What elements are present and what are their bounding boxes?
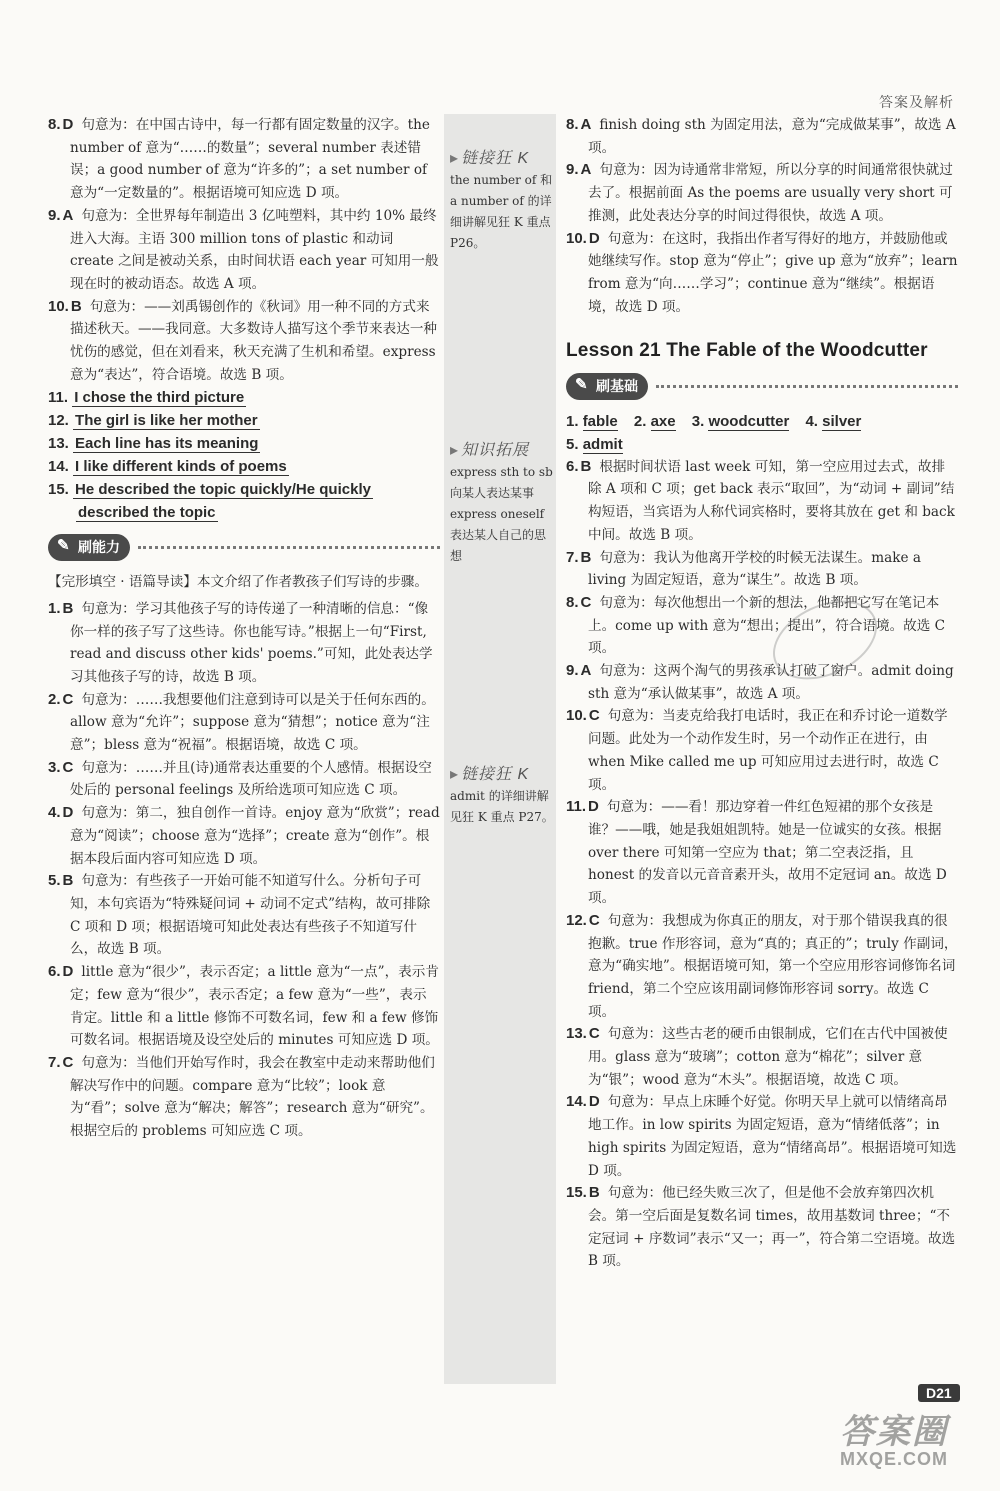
watermark-main: 答案圈 [840,1413,948,1451]
answer-letter: A [580,161,592,179]
note-title: ▸ 链接狂 K [450,764,554,786]
note-link-k-2 [450,764,554,828]
fill-answer-12: 12. The girl is like her mother [48,412,258,430]
cloze-item-3: 3. C 句意为：……并且(诗)通常表达重要的个人感情。根据设空处后的 personal feelings 及所给选项可知应选 C 项。 [48,758,432,799]
cloze-item-2: 2. C 句意为：……我想要他们注意到诗可以是关于任何东西的。allow 意为“允许”；suppose 意为“猜想”；notice 意为“注意”；bless 意为“祝福”。根据语境，故选 C 项。 [48,690,435,754]
vocab-line-1: 1. fable 2. axe 3. woodcutter 4. silver [566,412,862,430]
fill-answer-15: 15. He described the topic quickly/He quickly [48,481,371,499]
explanation: 句意为：因为诗通常非常短，所以分享的时间通常很快就过去了。根据前面 As the poems are usually very short 可推测，此处表达分享的时间过得很快，故选 A 项。 [588,162,953,224]
note-title: ▸ 知识拓展 [450,440,554,462]
cloze-item-7: 7. C 句意为：当他们开始写作时，我会在教室中走动来帮助他们解决写作中的问题。compare 意为“比较”；look 意为“看”；solve 意为“解决；解答”；research 意为“研究”。根据空后的 problems 可知应选 C 项。 [48,1053,435,1140]
section-badge: ✎ 刷能力 [48,534,130,561]
answer-letter: B [70,297,82,315]
answer-letter: D [62,116,74,133]
explanation: 句意为：第二，独自创作一首诗。enjoy 意为“欣赏”；read 意为“阅读”；choose 意为“选择”；create 意为“创作”。根据本段后面内容可知应选 D 项。 [70,805,440,867]
explanation: 句意为：我认为他离开学校的时候无法谋生。make a living 为固定短语，意为“谋生”。故选 B 项。 [588,549,921,589]
answer-item-b8: 8. C 句意为：每次他想出一个新的想法，他都把它写在笔记本上。come up with 意为“想出；提出”，符合语境。故选 C 项。 [566,593,946,657]
answer-item-b13: 13. C 句意为：这些古老的硬币由银制成，它们在古代中国被使用。glass 意为“玻璃”；cotton 意为“棉花”；silver 意为“银”；wood 意为“木头”。根据语境，故选 C 项。 [566,1025,948,1088]
explanation: 根据时间状语 last week 可知，第一空应用过去式，故排除 A 项和 C 项；get back 表示“取回”，为“动词 + 副词”结构短语，当宾语为人称代词宾格时，要将其放在 get 和 back 中间。故选 B 项。 [588,458,955,543]
answer-item-b15: 15. B 句意为：他已经失败三次了，但是他不会放弃第四次机会。第一空后面是复数名词 times，故用基数词 three；“不定冠词 + 序数词”表示“又一；再一”，符合第二空语境。故选 B 项。 [566,1184,956,1270]
note-link-k-1 [450,148,554,254]
answer-letter: B [62,872,74,890]
header-label: 答案及解析 [879,94,954,110]
notes-sidebar [444,114,556,1384]
section-basic [566,373,958,400]
explanation: 句意为：……并且(诗)通常表达重要的个人感情。根据设空处后的 personal feelings 及所给选项可知应选 C 项。 [70,759,432,799]
explanation: 句意为：每次他想出一个新的想法，他都把它写在笔记本上。come up with 意为“想出；提出”，符合语境。故选 C 项。 [588,594,946,657]
cloze-item-6: 6. D little 意为“很少”，表示否定；a little 意为“一点”，表示肯定；few 意为“很少”，表示否定；a few 意为“一些”，表示肯定。little 和 a little 修饰不可数名词，few 和 a few 修饰可数名词。根据语境及设空处后的 minutes 可知应选 D 项。 [48,963,439,1049]
answer-letter: C [588,707,600,725]
answer-item-b10: 10. C 句意为：当麦克给我打电话时，我正在和乔讨论一道数学问题。此处为一个动作发生时，另一个动作正在进行，由 when Mike called me up 可知应用过去进行时，故选 C 项。 [566,707,948,793]
answer-item-b14: 14. D 句意为：早点上床睡个好觉。你明天早上就可以情绪高昂地工作。in low spirits 为固定短语，意为“情绪低落”；in high spirits 为固定短语，意为“情绪高昂”。根据语境可知选 D 项。 [566,1093,957,1179]
fill-answer-15-cont: described the topic [78,504,216,522]
cloze-item-4: 4. D 句意为：第二，独自创作一首诗。enjoy 意为“欣赏”；read 意为“阅读”；choose 意为“选择”；create 意为“创作”。根据本段后面内容可知应选 D 项。 [48,804,440,867]
left-column [48,114,440,1143]
answer-letter: C [62,1053,74,1071]
answer-letter: D [588,1093,600,1111]
answer-item-b7: 7. B 句意为：我认为他离开学校的时候无法谋生。make a living 为固定短语，意为“谋生”。故选 B 项。 [566,548,921,589]
cloze-item-1: 1. B 句意为：学习其他孩子写的诗传递了一种清晰的信息：“像你一样的孩子写了这些诗。你也能写诗。”根据上一句“First, read and discuss other kids' poems.”可知，此处表达学习其他孩子写的诗，故选 B 项。 [48,599,433,685]
fill-answer-14: 14. I like different kinds of poems [48,458,287,476]
explanation: finish doing sth 为固定用法，意为“完成做某事”，故选 A 项。 [588,117,956,156]
watermark-sub: MXQE.COM [839,1449,948,1469]
answer-item-r9: 9. A 句意为：因为诗通常非常短，所以分享的时间通常很快就过去了。根据前面 As the poems are usually very short 可推测，此处表达分享的时间过得很快，故选 A 项。 [566,161,953,224]
answer-item-b12: 12. C 句意为：我想成为你真正的朋友，对于那个错误我真的很抱歉。true 作形容词，意为“真的；真正的”；truly 作副词，意为“确实地”。根据语境可知，第一个空应用形容词修饰名词 friend，第二个空应该用副词修饰形容词 sorry。故选 C 项。 [566,911,958,1020]
answer-letter: D [62,963,74,981]
answer-letter: B [580,548,592,566]
note-text: the number of 和 a number of 的详细讲解见狂 K 重点 P26。 [450,173,553,250]
answer-letter: B [62,599,74,617]
answer-letter: C [588,1025,600,1043]
cloze-item-5: 5. B 句意为：有些孩子一开始可能不知道写什么。分析句子可知，本句宾语为“特殊疑问词 + 动词不定式”结构，故可排除 C 项和 D 项；根据语境可知此处表达有些孩子不知道写什么，故选 B 项。 [48,872,431,958]
explanation: 句意为：有些孩子一开始可能不知道写什么。分析句子可知，本句宾语为“特殊疑问词 + 动词不定式”结构，故可排除 C 项和 D 项；根据语境可知此处表达有些孩子不知道写什么，故选 B 项。 [70,873,431,958]
explanation: 句意为：学习其他孩子写的诗传递了一种清晰的信息：“像你一样的孩子写了这些诗。你也能写诗。”根据上一句“First, read and discuss other kids' poems.”可知，此处表达学习其他孩子写的诗，故选 B 项。 [70,600,433,685]
question-number: 9. [48,206,61,224]
note-text: express sth to sb 向某人表达某事 express oneself 表达某人自己的思想 [450,465,553,563]
vocab-word: silver [822,412,862,430]
answer-item-l8 [48,114,440,205]
fill-answer-13: 13. Each line has its meaning [48,435,259,453]
answer-item-l10 [48,296,440,387]
explanation: 句意为：这些古老的硬币由银制成，它们在古代中国被使用。glass 意为“玻璃”；cotton 意为“棉花”；silver 意为“银”；wood 意为“木头”。根据语境，故选 C 项。 [588,1026,948,1088]
answer-letter: D [588,229,600,247]
explanation: 句意为：他已经失败三次了，但是他不会放弃第四次机会。第一空后面是复数名词 times，故用基数词 three；“不定冠词 + 序数词”表示“又一；再一”，符合第二空语境。故选 B 项。 [588,1185,956,1270]
explanation: 句意为：这两个淘气的男孩承认打破了窗户。admit doing sth 意为“承认做某事”，故选 A 项。 [588,663,954,702]
note-title: ▸ 链接狂 K [450,148,554,170]
explanation: 句意为：——刘禹锡创作的《秋词》用一种不同的方式来描述秋天。——我同意。大多数诗人描写这个季节来表达一种忧伤的感觉，但在刘看来，秋天充满了生机和希望。express 意为“表达”，符合语境。故选 B 项。 [70,298,438,383]
answer-letter: D [62,804,74,822]
answer-item-r10: 10. D 句意为：在这时，我指出作者写得好的地方，并鼓励他或她继续写作。stop 意为“停止”；give up 意为“放弃”；learn from 意为“向……学习”；continue 意为“继续”。根据语境，故选 D 项。 [566,229,958,315]
answer-letter: A [62,206,74,224]
note-text: admit 的详细讲解见狂 K 重点 P27。 [450,789,554,824]
explanation: 句意为：当麦克给我打电话时，我正在和乔讨论一道数学问题。此处为一个动作发生时，另一个动作正在进行，由 when Mike called me up 可知应用过去进行时，故选 C 项。 [588,708,948,793]
explanation: 句意为：——看！那边穿着一件红色短裙的那个女孩是谁？——哦，她是我姐姐凯特。她是一位诚实的女孩。根据 over there 可知第一空应为 that；第二空表泛指，且 honest 的发音以元音音素开头，故用不定冠词 an。故选 D 项。 [588,799,947,907]
note-knowledge-extension [450,440,554,567]
vocab-word: fable [582,412,618,430]
question-number: 10. [48,297,69,315]
right-column [566,114,958,1273]
section-badge: ✎ 刷基础 [566,373,648,400]
dotted-divider [656,385,958,388]
answer-letter: C [62,758,74,776]
answer-item-b9: 9. A 句意为：这两个淘气的男孩承认打破了窗户。admit doing sth 意为“承认做某事”，故选 A 项。 [566,662,954,702]
answer-letter: A [580,116,592,133]
explanation: 句意为：全世界每年制造出 3 亿吨塑料，其中约 10% 最终进入大海。主语 300 million tons of plastic 和动词 create 之间是被动关系，由时间状语 each year 可知用一般现在时的被动语态。故选 A 项。 [70,207,439,292]
explanation: 句意为：早点上床睡个好觉。你明天早上就可以情绪高昂地工作。in low spirits 为固定短语，意为“情绪低落”；in high spirits 为固定短语，意为“情绪高昂”。根据语境可知选 D 项。 [588,1094,957,1179]
explanation: little 意为“很少”，表示否定；a little 意为“一点”，表示肯定；few 意为“很少”，表示否定；a few 意为“一些”，表示肯定。little 和 a little 修饰不可数名词，few 和 a few 修饰可数名词。根据语境及设空处后的 minutes 可知应选 D 项。 [70,964,439,1049]
answer-letter: C [588,911,600,929]
answer-letter: A [580,662,592,680]
explanation: 句意为：当他们开始写作时，我会在教室中走动来帮助他们解决写作中的问题。compare 意为“比较”；look 意为“看”；solve 意为“解决；解答”；research 意为“研究”。根据空后的 problems 可知应选 C 项。 [70,1054,435,1140]
vocab-word: admit [582,435,623,453]
answer-letter: B [580,457,592,475]
vocab-word: woodcutter [708,412,790,430]
explanation: 句意为：……我想要他们注意到诗可以是关于任何东西的。allow 意为“允许”；suppose 意为“猜想”；notice 意为“注意”；bless 意为“祝福”。根据语境，故选 C 项。 [70,691,435,754]
answer-letter: C [580,593,592,611]
dotted-divider [138,546,440,549]
vocab-word: axe [650,412,676,430]
explanation: 句意为：在中国古诗中，每一行都有固定数量的汉字。the number of 意为“……的数量”；several number 表述错误；a good number of 意为“许多的”；a set number of 意为“一定数量的”。根据语境可知应选 D 项。 [70,117,430,202]
lesson-title: Lesson 21 The Fable of the Woodcutter [566,340,928,362]
passage-guide: 【完形填空 · 语篇导读】本文介绍了作者教孩子们写诗的步骤。 [48,574,428,591]
watermark-logo [814,1404,974,1484]
answer-item-r8: 8. A finish doing sth 为固定用法，意为“完成做某事”，故选 A 项。 [566,116,956,156]
answer-item-b11: 11. D 句意为：——看！那边穿着一件红色短裙的那个女孩是谁？——哦，她是我姐姐凯特。她是一位诚实的女孩。根据 over there 可知第一空应为 that；第二空表泛指，且 honest 的发音以元音音素开头，故用不定冠词 an。故选 D 项。 [566,798,947,907]
answer-letter: D [588,798,599,816]
fill-answer-11: 11. I chose the third picture [48,389,245,407]
page-number: D21 [918,1384,960,1402]
answer-item-b6: 6. B 根据时间状语 last week 可知，第一空应用过去式，故排除 A 项和 C 项；get back 表示“取回”，为“动词 + 副词”结构短语，当宾语为人称代词宾格时，要将其放在 get 和 back 中间。故选 B 项。 [566,457,955,543]
explanation: 句意为：我想成为你真正的朋友，对于那个错误我真的很抱歉。true 作形容词，意为“真的；真正的”；truly 作副词，意为“确实地”。根据语境可知，第一个空应用形容词修饰名词 friend，第二个空应该用副词修饰形容词 sorry。故选 C 项。 [588,912,958,1020]
explanation: 句意为：在这时，我指出作者写得好的地方，并鼓励他或她继续写作。stop 意为“停止”；give up 意为“放弃”；learn from 意为“向……学习”；continue 意为“继续”。根据语境，故选 D 项。 [588,230,958,315]
answer-letter: B [588,1184,600,1202]
question-number: 8. [48,116,61,133]
vocab-line-2: 5. admit [566,435,623,453]
answer-letter: C [62,690,74,708]
answer-item-l9 [48,205,440,296]
section-ability [48,534,440,561]
